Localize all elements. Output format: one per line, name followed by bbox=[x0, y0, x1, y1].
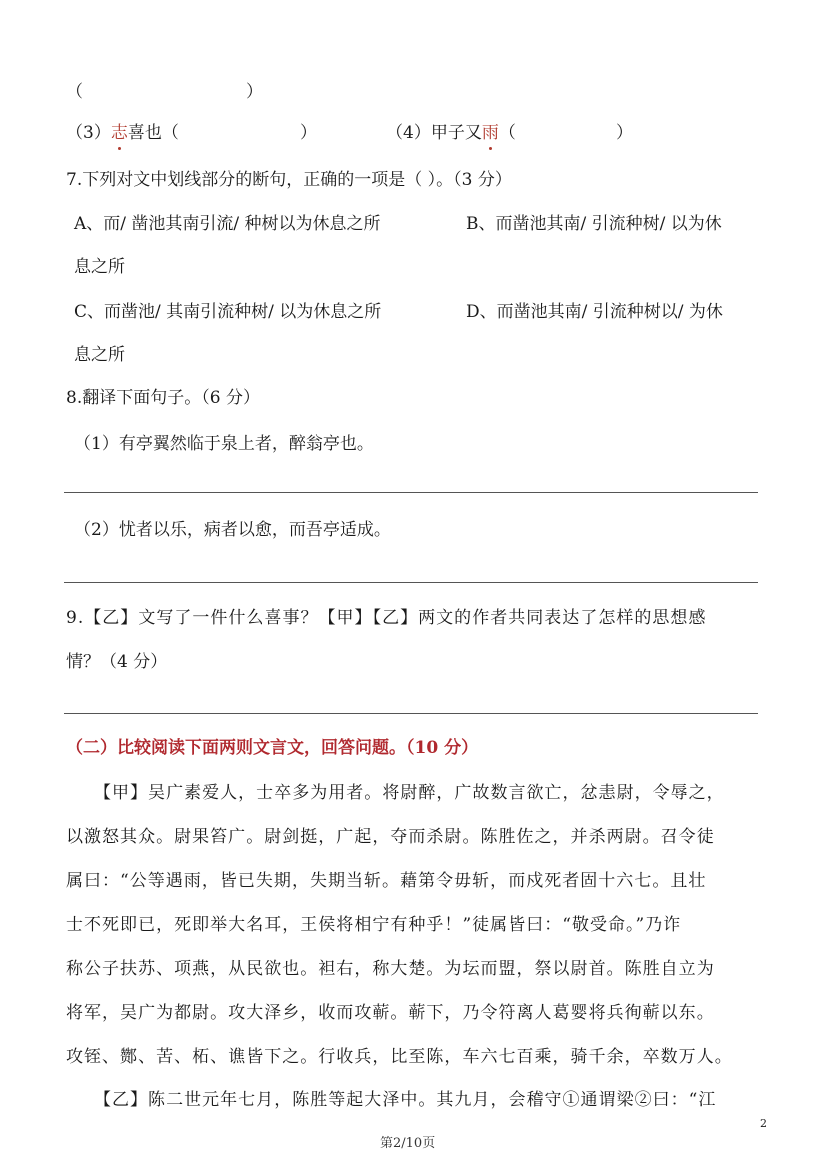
q6-item-4-text: （ bbox=[498, 123, 516, 143]
jia-passage-line-1: 【甲】吴广素爱人，士卒多为用者。将尉醉，广故数言欲亡，忿恚尉，令辱之， bbox=[94, 783, 725, 803]
page-number: 2 bbox=[760, 1117, 767, 1130]
q7-option-b: B、而凿池其南/ 引流种树/ 以为休 bbox=[466, 214, 722, 234]
section-2-title: （二）比较阅读下面两则文言文，回答问题。（10 分） bbox=[66, 738, 479, 758]
jia-passage-line-6: 将军，吴广为都尉。攻大泽乡，收而攻蕲。蕲下，乃令符离人葛婴将兵徇蕲以东。 bbox=[66, 1003, 715, 1023]
jia-passage-line-4: 士不死即已，死即举大名耳，王侯将相宁有种乎！”徒属皆曰：“敬受命。”乃诈 bbox=[66, 915, 682, 935]
q6-item-4-marked-char: 雨 bbox=[481, 123, 499, 143]
page-footer: 第2/10页 bbox=[380, 1136, 436, 1151]
q6-item-4-close: ） bbox=[616, 123, 633, 143]
q7-option-b-continued: 息之所 bbox=[74, 257, 125, 277]
q9-answer-line bbox=[64, 713, 758, 714]
q6-paren-open: （ bbox=[66, 82, 83, 102]
q9-stem-line-1: 9.【乙】文写了一件什么喜事？【甲】【乙】两文的作者共同表达了怎样的思想感 bbox=[66, 608, 707, 628]
q8-sentence-1: （1）有亭翼然临于泉上者，醉翁亭也。 bbox=[74, 434, 374, 454]
q9-stem-line-2: 情？（4 分） bbox=[66, 652, 168, 672]
q6-item-3 bbox=[66, 121, 179, 145]
jia-passage-line-3: 属曰：“公等遇雨，皆已失期，失期当斩。藉第令毋斩，而戍死者固十六七。且壮 bbox=[66, 871, 707, 891]
q8-stem: 8.翻译下面句子。（6 分） bbox=[66, 388, 260, 408]
q7-option-c: C、而凿池/ 其南引流种树/ 以为休息之所 bbox=[74, 302, 382, 322]
q6-item-3-text: 喜也（ bbox=[127, 123, 179, 143]
jia-passage-line-7: 攻铚、酂、苦、柘、谯皆下之。行收兵，比至陈，车六七百乘，骑千余，卒数万人。 bbox=[66, 1047, 733, 1067]
q7-option-a: A、而/ 凿池其南引流/ 种树以为休息之所 bbox=[74, 214, 381, 234]
jia-passage-line-2: 以激怒其众。尉果笞广。尉剑挺，广起，夺而杀尉。陈胜佐之，并杀两尉。召令徒 bbox=[66, 827, 715, 847]
q6-item-3-marked-char: 志 bbox=[110, 123, 128, 143]
q8-answer-line-2 bbox=[64, 582, 758, 583]
q6-paren-close: ） bbox=[246, 82, 263, 102]
yi-passage-line-1: 【乙】陈二世元年七月，陈胜等起大泽中。其九月，会稽守①通谓梁②曰：“江 bbox=[94, 1090, 717, 1110]
q7-option-d: D、而凿池其南/ 引流种树以/ 为休 bbox=[466, 302, 723, 322]
q6-item-4-label: （4）甲子又 bbox=[386, 123, 482, 143]
q6-item-3-close: ） bbox=[300, 123, 317, 143]
q8-sentence-2: （2）忧者以乐，病者以愈，而吾亭适成。 bbox=[74, 520, 391, 540]
q6-item-4 bbox=[386, 121, 516, 145]
q6-item-3-label: （3） bbox=[66, 123, 111, 143]
q8-answer-line-1 bbox=[64, 492, 758, 493]
jia-passage-line-5: 称公子扶苏、项燕，从民欲也。袒右，称大楚。为坛而盟，祭以尉首。陈胜自立为 bbox=[66, 959, 715, 979]
q7-option-d-continued: 息之所 bbox=[74, 345, 125, 365]
q7-stem: 7.下列对文中划线部分的断句，正确的一项是（ ）。（3 分） bbox=[66, 170, 512, 190]
